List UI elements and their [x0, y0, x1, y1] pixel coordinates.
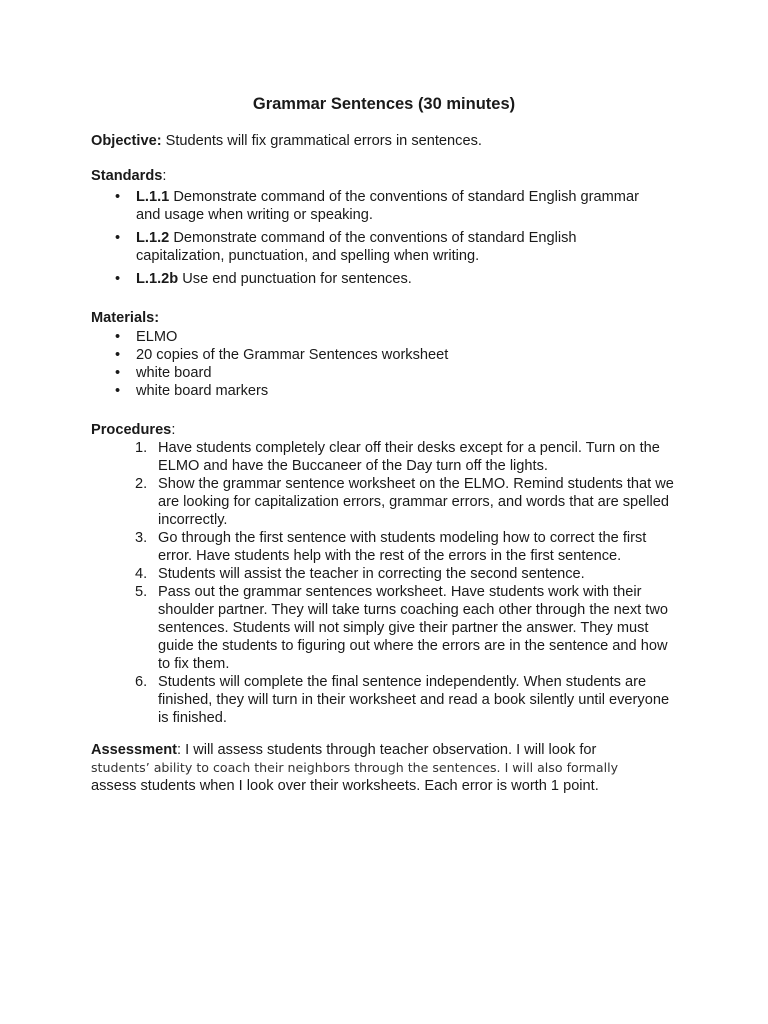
- step-text: Go through the first sentence with students modeling how to correct the first error. Have students help with the rest of the errors in the first sentence.: [158, 530, 647, 564]
- standards-heading: Standards:: [91, 168, 167, 184]
- step-number: 4.: [135, 566, 148, 582]
- standard-item: [91, 270, 651, 288]
- step-text: Students will assist the teacher in correcting the second sentence.: [158, 566, 585, 582]
- procedures-heading: Procedures:: [91, 422, 176, 438]
- material-item: • 20 copies of the Grammar Sentences worksheet: [91, 346, 691, 364]
- procedure-step: [91, 583, 678, 673]
- procedure-step: [91, 565, 678, 583]
- step-number: 3.: [135, 530, 148, 546]
- material-item: • ELMO: [91, 328, 691, 346]
- objective-text: Students will fix grammatical errors in sentences.: [161, 133, 482, 149]
- material-item: • white board: [91, 364, 691, 382]
- standards-label: Standards: [91, 168, 163, 184]
- step-number: 1.: [135, 440, 148, 456]
- step-number: 6.: [135, 674, 148, 690]
- standard-code: L.1.2b: [136, 271, 179, 287]
- step-number: 2.: [135, 476, 148, 492]
- step-text: Students will complete the final sentence independently. When students are finished, they will turn in their worksheet and read a book silently until everyone is finished.: [158, 674, 670, 726]
- procedures-list: [91, 439, 691, 727]
- procedures-label: Procedures: [91, 422, 172, 438]
- assessment-line: students’ ability to coach their neighbors through the sentences. I will also formally: [91, 760, 619, 775]
- materials-label: Materials:: [91, 310, 160, 326]
- standard-text: Use end punctuation for sentences.: [178, 271, 412, 287]
- assessment-line: Assessment: I will assess students through teacher observation. I will look for: [91, 742, 597, 758]
- standard-code: L.1.2: [136, 230, 170, 246]
- step-text: Show the grammar sentence worksheet on the ELMO. Remind students that we are looking for capitalization errors, grammar errors, and words that are spelled incorrectly.: [158, 476, 674, 528]
- page-title: Grammar Sentences (30 minutes): [252, 95, 516, 113]
- assessment-section: [91, 741, 711, 795]
- material-item: • white board markers: [91, 382, 691, 400]
- standards-section: [91, 167, 691, 293]
- standard-text: Demonstrate command of the conventions of standard English capitalization, punctuation, and spelling when writing.: [136, 230, 577, 264]
- procedure-step: [91, 673, 678, 727]
- standard-text: Demonstrate command of the conventions of standard English grammar and usage when writing or speaking.: [136, 189, 639, 223]
- standard-item: [91, 229, 606, 265]
- assessment-line: assess students when I look over their worksheets. Each error is worth 1 point.: [91, 778, 599, 794]
- objective-label: Objective:: [91, 133, 162, 149]
- standards-list: [91, 188, 651, 288]
- procedure-step: [91, 529, 678, 565]
- step-number: 5.: [135, 584, 148, 600]
- step-text: Pass out the grammar sentences worksheet. Have students work with their shoulder partner. They will take turns coaching each other through the next two sentences. Students will not simply give their partner the answer. They must guide the students to figuring out where the errors are in the sentence and how to fix them.: [158, 584, 669, 672]
- standard-code: L.1.1: [136, 189, 170, 205]
- materials-list: [91, 328, 691, 400]
- procedure-step: [91, 439, 678, 475]
- objective-section: [91, 132, 691, 150]
- step-text: Have students completely clear off their desks except for a pencil. Turn on the ELMO and have the Buccaneer of the Day turn off the lights.: [158, 440, 660, 474]
- assessment-label: Assessment: [91, 742, 177, 758]
- procedure-step: [91, 475, 678, 529]
- materials-section: [91, 309, 691, 400]
- standard-item: [91, 188, 651, 224]
- procedures-section: [91, 421, 691, 727]
